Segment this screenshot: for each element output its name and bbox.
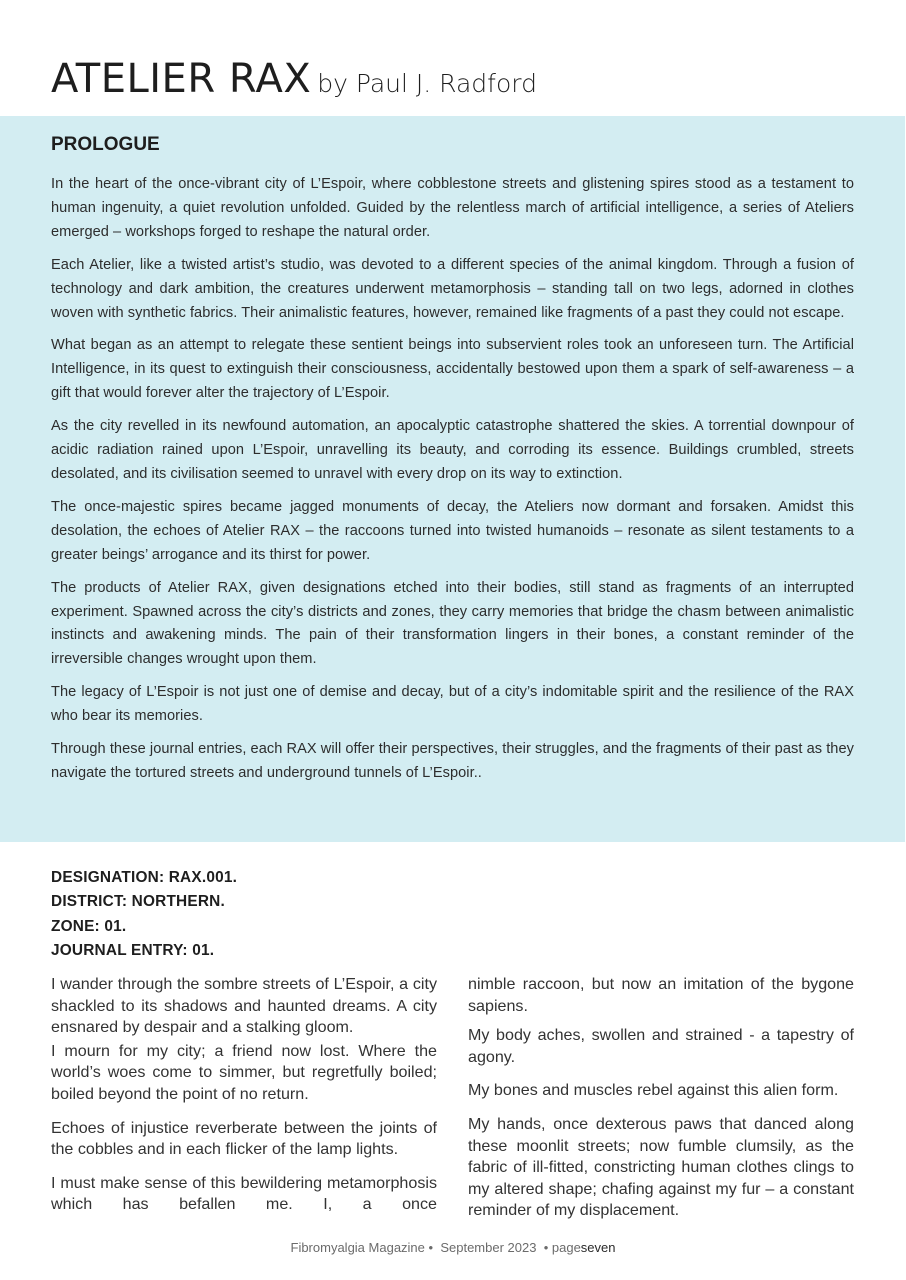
journal-paragraph: I mourn for my city; a friend now lost. Where the world’s woes come to simmer, but regretfully boiled; boiled beyond the point of no return. (51, 1041, 437, 1103)
prologue-heading: PROLOGUE (51, 134, 160, 155)
prologue-paragraph: Each Atelier, like a twisted artist’s studio, was devoted to a different species of the animal kingdom. Through a fusion of technology and dark ambition, the creatures underwent metamorphosis – standing tall on two legs, adorned in clothes woven with synthetic fabrics. Their animalistic features, however, remained like fragments of a past they could not escape. (51, 256, 854, 321)
page-prefix: page (551, 1240, 581, 1255)
prologue-paragraph: Through these journal entries, each RAX will offer their perspectives, their struggles, and the fragments of their past as they navigate the tortured streets and underground tunnels of L’Espoir.. (51, 741, 854, 781)
designation-label: DESIGNATION: RAX.001. (51, 869, 238, 886)
journal-paragraph: Echoes of injustice reverberate between the joints of the cobbles and in each flicker of the lamp lights. (51, 1118, 437, 1159)
publication-name: Fibromyalgia Magazine (290, 1240, 425, 1255)
journal-column-right (468, 974, 854, 1230)
separator-dot: • (543, 1240, 549, 1255)
journal-paragraph: I wander through the sombre streets of L’Espoir, a city shackled to its shadows and haunted dreams. A city ensnared by despair and a stalking gloom. (51, 975, 437, 1037)
title-main: ATELIER RAX (51, 56, 312, 102)
article-title (51, 56, 537, 102)
district-label: DISTRICT: NORTHERN. (51, 893, 225, 911)
page-footer (0, 1240, 906, 1255)
journal-paragraph: My hands, once dexterous paws that danced along these moonlit streets; now fumble clumsily, as the fabric of ill-fitted, constricting human clothes clings to my altered shape; chafing against my fur – a constant reminder of my displacement. (468, 1114, 854, 1220)
separator-dot: • (428, 1240, 434, 1255)
issue-date: September 2023 (440, 1240, 537, 1255)
journal-paragraph: My body aches, swollen and strained - a tapestry of agony. (468, 1026, 854, 1066)
journal-paragraph: My bones and muscles rebel against this alien form. (468, 1081, 839, 1100)
journal-paragraph: I must make sense of this bewildering metamorphosis which has befallen me. I, a once (51, 1173, 437, 1214)
prologue-paragraph: The products of Atelier RAX, given designations etched into their bodies, still stand as fragments of an interrupted experiment. Spawned across the city’s districts and zones, they carry memories that bridge the chasm between animalistic instincts and awakening minds. The pain of their transformation lingers in their bones, a constant reminder of the irreversible changes wrought upon them. (51, 579, 854, 668)
journal-entry-label: JOURNAL ENTRY: 01. (51, 941, 215, 959)
prologue-body (51, 173, 854, 795)
prologue-paragraph: What began as an attempt to relegate these sentient beings into subservient roles took an unforeseen turn. The Artificial Intelligence, in its quest to extinguish their consciousness, accidentally bestowed upon them a spark of self-awareness – a gift that would forever alter the trajectory of L’Espoir. (51, 337, 854, 402)
prologue-paragraph: In the heart of the once-vibrant city of L’Espoir, where cobblestone streets and glistening spires stood as a testament to human ingenuity, a quiet revolution unfolded. Guided by the relentless march of artificial intelligence, a series of Ateliers emerged – workshops forged to reshape the natural order. (51, 176, 854, 240)
prologue-paragraph: The once-majestic spires became jagged monuments of decay, the Ateliers now dormant and forsaken. Amidst this desolation, the echoes of Atelier RAX – the raccoons turned into twisted humanoids – resonate as silent testaments to a greater beings’ arrogance and its thirst for power. (51, 498, 854, 563)
journal-paragraph: nimble raccoon, but now an imitation of the bygone sapiens. (468, 975, 854, 1015)
zone-label: ZONE: 01. (51, 917, 127, 935)
journal-metadata (51, 866, 237, 963)
prologue-paragraph: The legacy of L’Espoir is not just one of demise and decay, but of a city’s indomitable spirit and the resilience of the RAX who bear its memories. (51, 684, 854, 725)
page-number: seven (580, 1240, 616, 1255)
journal-column-left (51, 974, 437, 1224)
author-byline: by Paul J. Radford (317, 69, 537, 98)
prologue-paragraph: As the city revelled in its newfound automation, an apocalyptic catastrophe shattered the skies. A torrential downpour of acidic radiation rained upon L’Espoir, unravelling its beauty, and corroding its essence. Buildings crumbled, streets desolated, and its civilisation seemed to unravel with every drop on its way to extinction. (51, 418, 854, 482)
